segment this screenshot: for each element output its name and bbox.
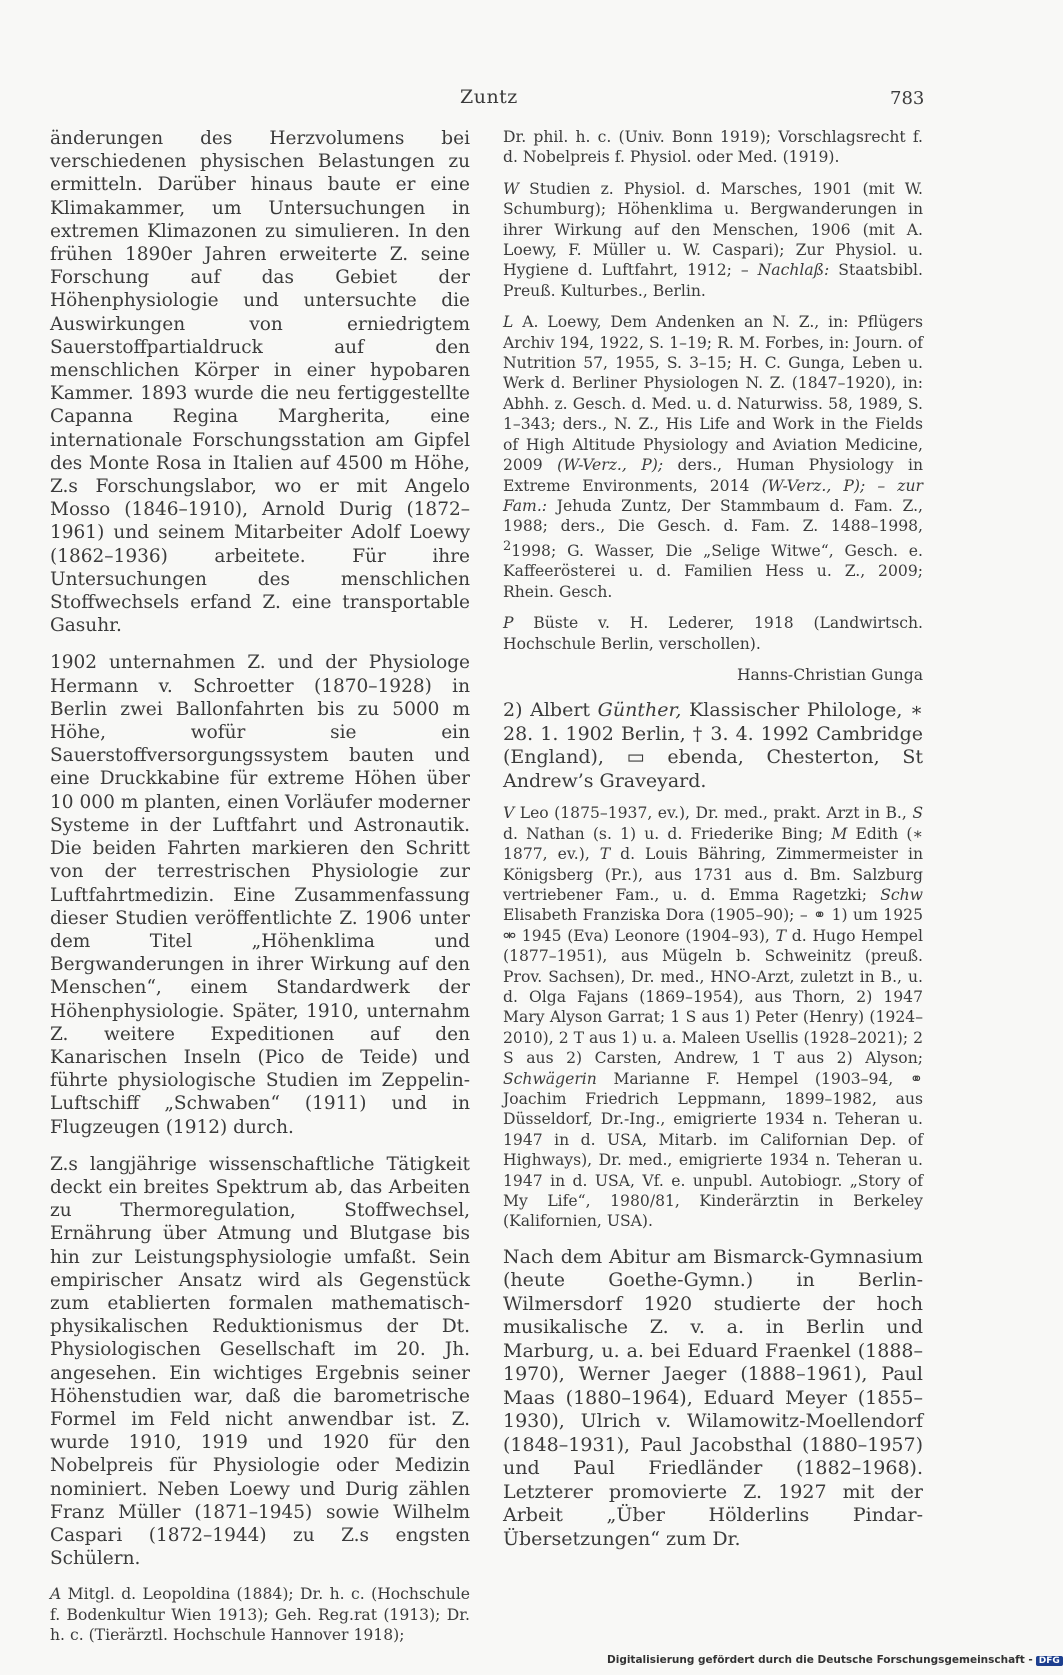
genealogy-text: Leo (1875–1937, ev.), Dr. med., prakt. Arzt in B., bbox=[514, 804, 913, 823]
works-text: Staatsbibl. Preuß. Kulturbes., Berlin. bbox=[503, 261, 923, 300]
awards-section bbox=[50, 1584, 470, 1645]
genealogy-abbr: T bbox=[599, 845, 611, 864]
literature-text: Jehuda Zuntz, Der Stammbaum d. Fam. Z., 1988; ders., Die Gesch. d. Fam. Z. 1488–1998, bbox=[503, 496, 923, 536]
portraits-text: Büste v. H. Lederer, 1918 (Landwirtsch. Hochschule Berlin, verschollen). bbox=[503, 614, 923, 653]
awards-continuation: Dr. phil. h. c. (Univ. Bonn 1919); Vorschlagsrecht f. d. Nobelpreis f. Physiol. oder Med. (1919). bbox=[503, 128, 923, 167]
section-label: L bbox=[503, 313, 514, 332]
entry-dates: Klassischer Philologe, ∗ 28. 1. 1902 Berlin, † 3. 4. 1992 Cambridge (England), ▭ ebenda, Chesterton, St Andrew’s Graveyard. bbox=[503, 699, 923, 792]
genealogy-text: Edith (∗ 1877, ev.), bbox=[503, 824, 923, 864]
literature-italic: (W-Verz., P); bbox=[557, 456, 664, 475]
works-nachlass-label: Nachlaß: bbox=[757, 261, 830, 280]
entry-heading bbox=[503, 699, 923, 793]
genealogy-abbr: Schwägerin bbox=[503, 1069, 597, 1088]
genealogy-abbr: Schw bbox=[880, 885, 923, 904]
portraits-section bbox=[503, 613, 923, 654]
genealogy-text: d. Hugo Hempel (1877–1951), aus Mügeln b. Schweinitz (preuß. Prov. Sachsen), Dr. med., HNO-Arzt, zuletzt in B., u. d. Olga Fajans (1869–1954), aus Thorn, 2) 1947 Mary Alyson Garrat; 1 S aus 1) Peter (Henry) (1924–2010), 2 T aus 1) u. a. Maleen Usellis (1928–2021); 2 S aus 2) Carsten, Andrew, 1 T aus 2) Alyson; bbox=[503, 926, 923, 1068]
genealogy-text: Marianne F. Hempel (1903–94, ⚭ Joachim Friedrich Leppmann, 1899–1982, aus Düsseldorf, Dr.-Ing., emigrierte 1934 n. Teheran u. 1947 in d. USA, Mitarb. im Californian Dep. of Highways), Dr. med., emigrierte 1934 n. Teheran u. 1947 in d. USA, Vf. e. unpubl. Autobiogr. „Story of My Life“, 1980/81, Kinderärztin in Berkeley (Kalifornien, USA). bbox=[503, 1069, 923, 1231]
entry-name: Günther, bbox=[597, 699, 682, 722]
running-head: Zuntz bbox=[460, 86, 518, 108]
genealogy-abbr: M bbox=[831, 824, 848, 843]
literature-text: 1998; G. Wasser, Die „Selige Witwe“, Gesch. e. Kaffeerösterei u. d. Familien Hess u. Z., 2009; Rhein. Gesch. bbox=[503, 541, 923, 601]
works-text: Studien z. Physiol. d. Marsches, 1901 (mit W. Schumburg); Höhenklima u. Bergwanderungen in ihrer Wirkung auf den Menschen, 1906 (mit A. Loewy, F. Müller u. W. Caspari); Zur Physiol. u. Hygiene d. Luftfahrt, 1912; – bbox=[503, 179, 923, 280]
section-label: V bbox=[503, 804, 515, 823]
section-label: P bbox=[503, 614, 514, 633]
section-label: A bbox=[50, 1585, 62, 1604]
dfg-logo: DFG bbox=[1036, 1656, 1063, 1666]
digitization-footer bbox=[607, 1654, 1063, 1666]
author-signature: Hanns-Christian Gunga bbox=[736, 665, 923, 684]
genealogy-text: Elisabeth Franziska Dora (1905–90); – ⚭ 1) um 1925 ⚮ 1945 (Eva) Leonore (1904–93), bbox=[503, 906, 923, 945]
body-paragraph: änderungen des Herzvolumens bei verschiedenen physischen Belastungen zu ermitteln. Darüber hinaus baute er eine Klimakammer, um Untersuchungen in extremen Klimazonen zu simulieren. In den frühen 1890er Jahren erweiterte Z. seine Forschung auf das Gebiet der Höhenphysiologie und untersuchte die Auswirkungen von erniedrigtem Sauerstoffpartialdruck auf den menschlichen Körper in einer hypobaren Kammer. 1893 wurde die neu fertiggestellte Capanna Regina Margherita, eine internationale Forschungsstation am Gipfel des Monte Rosa in Italien auf 4500 m Höhe, Z.s Forschungslabor, wo er mit Angelo Mosso (1846–1910), Arnold Durig (1872–1961) und seinem Mitarbeiter Adolf Loewy (1862–1936) arbeitete. Für ihre Untersuchungen des menschlichen Stoffwechsels erfand Z. eine transportable Gasuhr. bbox=[50, 128, 470, 637]
body-paragraph: Nach dem Abitur am Bismarck-Gymnasium (heute Goethe-Gymn.) in Berlin-Wilmersdorf 1920 studierte der hoch musikalische Z. v. a. in Berlin und Marburg, u. a. bei Eduard Fraenkel (1888–1970), Werner Jaeger (1888–1961), Paul Maas (1880–1964), Eduard Meyer (1855–1930), Ulrich v. Wilamowitz-Moellendorf (1848–1931), Paul Jacobsthal (1880–1957) und Paul Friedländer (1882–1968). Letzterer promovierte Z. 1927 mit der Arbeit „Über Hölderlins Pindar-Übersetzungen“ zum Dr. bbox=[503, 1245, 923, 1550]
section-label: W bbox=[503, 179, 520, 198]
literature-section bbox=[503, 312, 923, 602]
genealogy-text: d. Nathan (s. 1) u. d. Friederike Bing; bbox=[503, 824, 832, 843]
genealogy-abbr: S bbox=[912, 804, 923, 823]
entry-number: 2) Albert bbox=[503, 699, 598, 722]
body-paragraph: 1902 unternahmen Z. und der Physiologe Hermann v. Schroetter (1870–1928) in Berlin zwei Ballonfahrten bis zu 5000 m Höhe, wofür sie ein Sauerstoffversorgungssystem bauten und eine Druckkabine für extreme Höhen über 10 000 m planten, einen Vorläufer moderner Systeme in der Luftfahrt und Astronautik. Die beiden Fahrten markieren den Schritt von der terrestrischen Physiologie zur Luftfahrtmedizin. Eine Zusammenfassung dieser Studien veröffentlichte Z. 1906 unter dem Titel „Höhenklima und Bergwanderungen in ihrer Wirkung auf den Menschen“, einem Standardwerk der Höhenphysiologie. Später, 1910, unternahm Z. weitere Expeditionen auf den Kanarischen Inseln (Pico de Teide) und führte physiologische Studien im Zeppelin-Luftschiff „Schwaben“ (1911) und in Flugzeugen (1912) durch. bbox=[50, 652, 470, 1138]
genealogy-abbr: T bbox=[775, 926, 787, 945]
footer-text: Digitalisierung gefördert durch die Deutsche Forschungsgemeinschaft - bbox=[607, 1654, 1033, 1666]
genealogy-text: d. Louis Bähring, Zimmermeister in Königsberg (Pr.), aus 1731 aus d. Bm. Salzburg vertriebener Fam., u. d. Emma Ragetzki; bbox=[503, 845, 923, 904]
literature-italic: (W-Verz., P); – zur Fam.: bbox=[503, 476, 923, 515]
edition-superscript: 2 bbox=[503, 538, 512, 554]
works-section bbox=[503, 179, 923, 301]
genealogy-section bbox=[503, 803, 923, 1232]
literature-text: A. Loewy, Dem Andenken an N. Z., in: Pflügers Archiv 194, 1922, S. 1–19; R. M. Forbes, in: Journ. of Nutrition 57, 1955, S. 3–15; H. C. Gunga, Leben u. Werk d. Berliner Physiologen N. Z. (1847–1920), in: Abhh. z. Gesch. d. Med. u. d. Naturwiss. 58, 1989, S. 1–343; ders., N. Z., His Life and Work in the Fields of High Altitude Physiology and Aviation Medicine, 2009 bbox=[503, 313, 923, 475]
right-column bbox=[503, 127, 923, 1561]
awards-text: Mitgl. d. Leopoldina (1884); Dr. h. c. (Hochschule f. Bodenkultur Wien 1913); Geh. Reg.rat (1913); Dr. h. c. (Tierärztl. Hochschule Hannover 1918); bbox=[50, 1585, 470, 1645]
page-number: 783 bbox=[890, 88, 925, 109]
body-paragraph: Z.s langjährige wissenschaftliche Tätigkeit deckt ein breites Spektrum ab, das Arbeiten zu Thermoregulation, Stoffwechsel, Ernährung über Atmung und Blutgase bis hin zur Leistungsphysiologie umfaßt. Sein empirischer Ansatz wird als Gegenstück zum etablierten formalen mathematisch-physikalischen Reduktionismus der Dt. Physiologischen Gesellschaft im 20. Jh. angesehen. Ein wichtiges Ergebnis seiner Höhenstudien war, daß die barometrische Formel im Feld nicht anwendbar ist. Z. wurde 1910, 1919 und 1920 für den Nobelpreis für Physiologie oder Medizin nominiert. Neben Loewy und Durig zählen Franz Müller (1871–1945) sowie Wilhelm Caspari (1872–1944) zu Z.s engsten Schülern. bbox=[50, 1153, 470, 1570]
literature-text: ders., Human Physiology in Extreme Environments, 2014 bbox=[503, 456, 923, 495]
left-column bbox=[50, 127, 470, 1657]
